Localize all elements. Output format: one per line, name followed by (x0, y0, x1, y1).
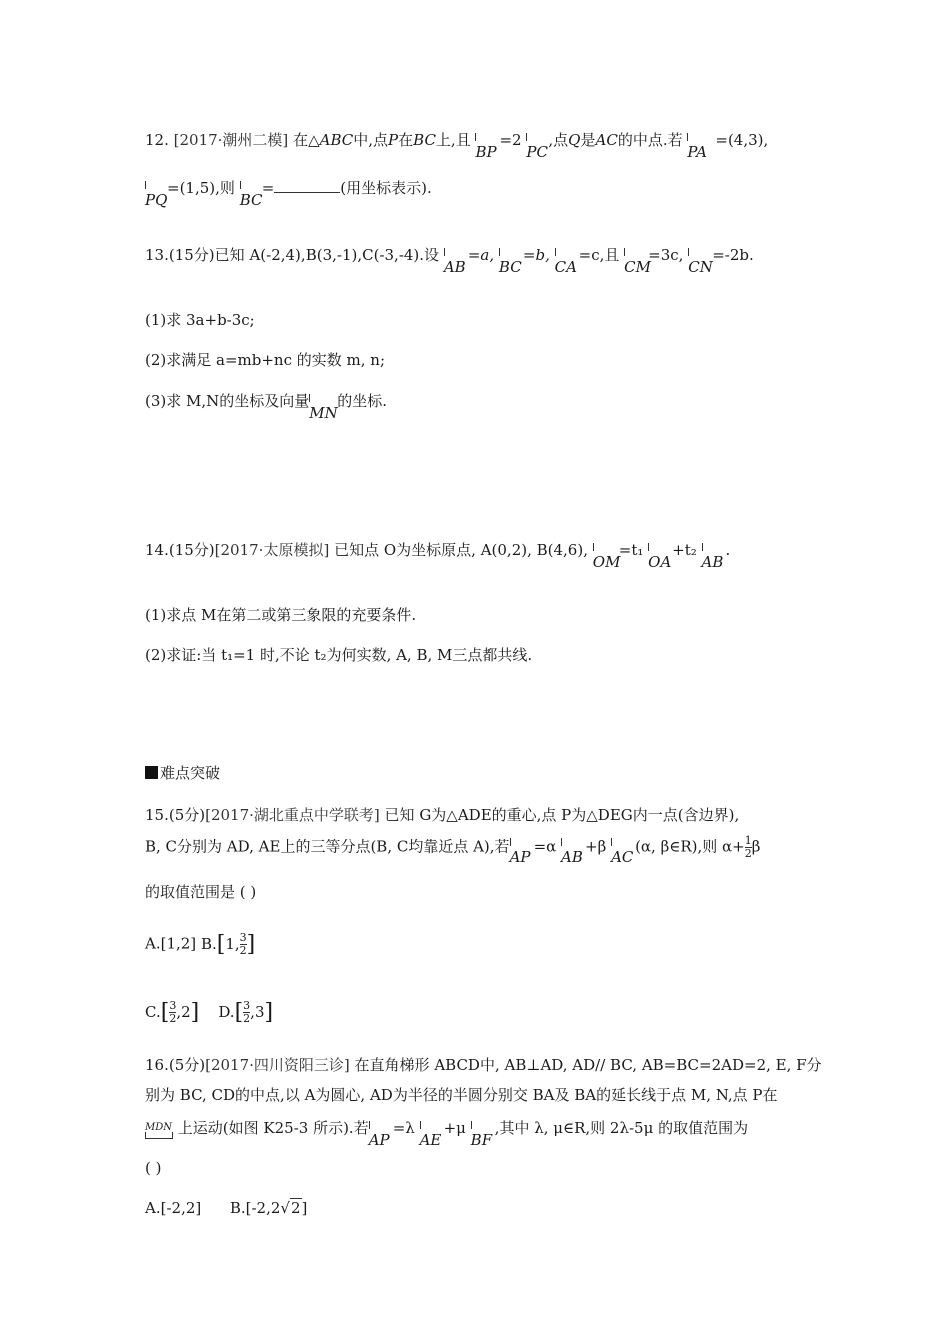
q14-part2: (2)求证:当 t₁=1 时,不论 t₂为何实数, A, B, M三点都共线. (145, 646, 533, 664)
q12-text: =(1,5),则 (167, 179, 235, 197)
q13-text: =b, (522, 246, 550, 264)
q14-number: 14. (145, 541, 169, 559)
q13-point-a: A(-2,4), (249, 246, 306, 264)
q15-text: +β (585, 837, 607, 856)
q16-number: 16. (145, 1056, 169, 1074)
arc-mdn: MDN (145, 1118, 173, 1138)
vector-ca: CA (555, 245, 579, 265)
vector-ab: AB (702, 540, 726, 560)
vector-ae: AE (420, 1118, 444, 1138)
q16-text: ,其中 λ, μ∈R,则 2λ-5μ 的取值范围为 (494, 1119, 749, 1137)
q15-options-ab (145, 932, 255, 957)
q13-number: 13. (145, 246, 169, 264)
q16-line1 (145, 1055, 822, 1075)
q12-text: 在△ (293, 131, 320, 149)
q15-number: 15. (145, 806, 169, 824)
vector-om: OM (593, 540, 619, 560)
section-title: 难点突破 (160, 764, 221, 782)
q16-text: 在直角梯形 ABCD中, AB⊥AD, AD// BC, AB=BC=2AD=2, E, F分 (354, 1056, 822, 1074)
vector-ab: AB (561, 835, 585, 855)
q15-line1 (145, 805, 739, 825)
q15-text: B, C分别为 AD, AE上的三等分点(B, C均靠近点 A),若 (145, 837, 510, 856)
q14-points: (15分) (168, 541, 215, 559)
vector-pa: PA (687, 130, 715, 150)
vector-pq: PQ (145, 178, 167, 198)
fraction-half: $\frac{1}{2}$ (744, 834, 752, 860)
q13-part1: (1)求 3a+b-3c; (145, 311, 255, 329)
vector-bp: BP (475, 130, 499, 150)
q14-text: =t₁ (618, 541, 644, 559)
vector-mn: MN (309, 391, 337, 411)
q16-line2: 别为 BC, CD的中点,以 A为圆心, AD为半径的半圆分别交 BA及 BA的延长线于点 M, N,点 P在 (145, 1086, 778, 1104)
q12-line2 (145, 178, 432, 209)
q13-point-b: B(3,-1), (305, 246, 363, 264)
q15-text: =α (533, 837, 557, 856)
q15-option-d: D.[ $\frac{3}{2}$ ,3] (218, 999, 274, 1025)
q16-line4: ( ) (145, 1159, 162, 1177)
q14-text: 已知点 O为坐标原点, A(0,2), B(4,6), (334, 541, 588, 559)
q12-source: [2017·潮州二模] (173, 131, 289, 149)
vector-pc: PC (526, 130, 548, 150)
q15-text: (α, β∈R),则 α+ (635, 837, 745, 856)
q16-option-a: A.[-2,2] (145, 1199, 202, 1217)
q12-text: 中,点 (353, 131, 389, 149)
q14-text: . (725, 541, 731, 559)
q13-text: =-2b. (712, 246, 754, 264)
vector-ab: AB (444, 245, 468, 265)
q13-part3 (145, 391, 388, 422)
q12-number: 12. (145, 131, 169, 149)
vector-bc: BC (240, 178, 262, 198)
q13-line1 (145, 245, 754, 276)
q13-text: 已知 (214, 246, 245, 264)
q12-text: =2 (499, 131, 522, 149)
q12-text: 上,且 (435, 131, 471, 149)
vector-bf: BF (471, 1118, 495, 1138)
q13-text: =3c, (648, 246, 684, 264)
answer-blank[interactable] (274, 178, 340, 193)
q12-text: 是 (580, 131, 596, 149)
vector-ac: AC (611, 835, 635, 855)
q16-option-b: B.[-2,2√2] (229, 1199, 308, 1217)
vector-cn: CN (688, 245, 712, 265)
q15-line2 (145, 834, 761, 866)
q15-option-a: A.[1,2] (145, 934, 197, 953)
q12-var: Q (568, 131, 581, 149)
q16-text: =λ (392, 1119, 415, 1137)
q12-text: =(4,3), (715, 131, 769, 149)
q12-line1 (145, 130, 769, 161)
q15-text: β (751, 837, 761, 856)
q12-text: = (261, 179, 275, 197)
vector-bc: BC (499, 245, 523, 265)
section-header (145, 763, 220, 783)
q15-source: [2017·湖北重点中学联考] (205, 806, 380, 824)
q16-line3 (145, 1118, 749, 1149)
q14-part1: (1)求点 M在第二或第三象限的充要条件. (145, 606, 417, 624)
q16-points: (5分) (168, 1056, 206, 1074)
q12-var: BC (413, 131, 436, 149)
q15-text: 已知 G为△ADE的重心,点 P为△DEG内一点(含边界), (384, 806, 740, 824)
q16-source: [2017·四川资阳三诊] (205, 1056, 350, 1074)
q15-option-c: C.[ $\frac{3}{2}$ ,2] (145, 999, 200, 1025)
vector-ap: AP (369, 1118, 393, 1138)
q12-text: ,点 (548, 131, 569, 149)
q16-text: +μ (443, 1119, 466, 1137)
q13-part2: (2)求满足 a=mb+nc 的实数 m, n; (145, 351, 385, 369)
vector-oa: OA (648, 540, 672, 560)
q13-text: (3)求 M,N的坐标及向量 (145, 392, 310, 410)
q15-points: (5分) (168, 806, 206, 824)
q12-text: (用坐标表示). (340, 179, 432, 197)
q15-option-b: B.[1, $\frac{3}{2}$ ] (200, 931, 256, 957)
q16-options (145, 1198, 307, 1218)
q15-options-cd (145, 1000, 273, 1025)
vector-cm: CM (624, 245, 648, 265)
q15-line3: 的取值范围是 ( ) (145, 883, 257, 901)
vector-ap: AP (510, 835, 534, 855)
q13-point-c: C(-3,-4).设 (362, 246, 440, 264)
q13-points: (15分) (168, 246, 215, 264)
q12-var: ABC (319, 131, 354, 149)
q12-var: P (388, 131, 399, 149)
q14-source: [2017·太原模拟] (214, 541, 330, 559)
q12-text: 在 (398, 131, 414, 149)
q16-text: 上运动(如图 K25-3 所示).若 (177, 1119, 369, 1137)
q14-text: +t₂ (672, 541, 697, 559)
q12-var: AC (595, 131, 618, 149)
q13-text: =c,且 (578, 246, 620, 264)
q13-text: 的坐标. (337, 392, 388, 410)
q12-text: 的中点.若 (617, 131, 683, 149)
q13-text: =a, (467, 246, 495, 264)
square-bullet-icon (145, 766, 158, 779)
q14-line1 (145, 540, 731, 571)
